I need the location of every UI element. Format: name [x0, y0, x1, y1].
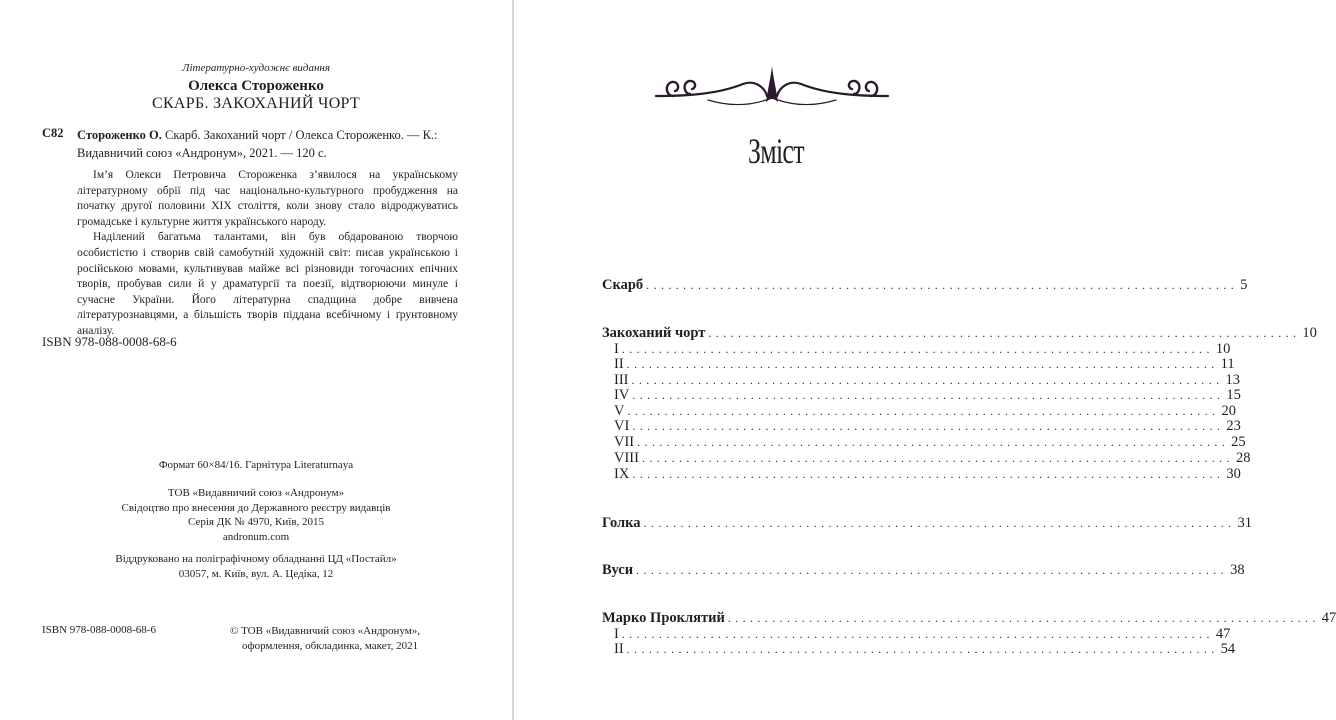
imprint-page: [0, 0, 512, 720]
toc-entry: [602, 387, 1241, 403]
toc-entry-label: III: [614, 372, 629, 388]
toc-leader-dots: ................................................................................: [632, 388, 1225, 402]
toc-entry-page: 54: [1220, 641, 1236, 657]
toc-entry: [602, 610, 1336, 626]
toc-entry-label: V: [614, 403, 625, 419]
toc-leader-dots: ................................................................................: [727, 611, 1320, 625]
isbn: ISBN 978-088-0008-68-6: [42, 334, 177, 349]
toc-entry-page: 47: [1321, 610, 1336, 626]
toc-entry: [602, 515, 1253, 531]
book-author: Олекса Стороженко: [188, 78, 324, 94]
toc-leader-dots: ................................................................................: [626, 357, 1219, 371]
toc-leader-dots: ................................................................................: [632, 467, 1225, 481]
toc-leader-dots: ................................................................................: [631, 373, 1224, 387]
toc-entry-label: I: [614, 341, 619, 357]
printer-block: [0, 552, 512, 581]
annotation: [77, 168, 458, 340]
toc-entry-page: 13: [1225, 372, 1240, 388]
toc-entry: [602, 341, 1231, 357]
genre-label: Літературно-художнє видання: [182, 62, 330, 74]
toc-leader-dots: ................................................................................: [643, 516, 1236, 530]
toc-entry-label: I: [614, 626, 619, 642]
toc-entry-page: 5: [1240, 277, 1248, 293]
printer-name: Віддруковано на поліграфічному обладнанні ЦД «Постайл»: [115, 553, 397, 565]
toc-entry: [602, 562, 1245, 578]
toc-entry-label: VI: [614, 418, 630, 434]
copyright-line: © ТОВ «Видавничий союз «Андронум»,: [230, 625, 421, 637]
toc-leader-dots: ................................................................................: [646, 278, 1239, 292]
publisher-series: Серія ДК № 4970, Київ, 2015: [187, 516, 325, 529]
toc-entry-label: Голка: [602, 515, 641, 531]
toc-leader-dots: ................................................................................: [621, 342, 1214, 356]
toc-entry: [602, 466, 1241, 482]
toc-entry-label: Закоханий чорт: [602, 325, 706, 341]
catalog-code: С82: [42, 126, 64, 140]
toc-entry-page: 28: [1235, 450, 1251, 466]
toc-entry-label: Марко Проклятий: [602, 610, 725, 626]
toc-entry: [602, 641, 1236, 657]
toc-entry-page: 25: [1231, 434, 1246, 450]
catalog-description: Скарб. Закоханий чорт / Олекса Стороженко. — К.: Видавничий союз «Андронум», 2021. — 120 с.: [77, 128, 438, 160]
toc-leader-dots: ................................................................................: [632, 419, 1225, 433]
toc-entry: [602, 434, 1246, 450]
copyright: [230, 624, 420, 653]
toc-entry: [602, 325, 1317, 341]
toc-entry-label: VIII: [614, 450, 639, 466]
toc-leader-dots: ................................................................................: [708, 326, 1301, 340]
toc-entry-label: II: [614, 356, 624, 372]
toc-leader-dots: ................................................................................: [637, 435, 1230, 449]
contents-heading: Зміст: [748, 131, 804, 171]
toc-entry-page: 20: [1221, 403, 1236, 419]
toc-entry-label: Вуси: [602, 562, 634, 578]
toc-entry: [602, 418, 1241, 434]
toc-entry-label: II: [614, 641, 624, 657]
publisher-name: ТОВ «Видавничий союз «Андронум»: [167, 487, 345, 499]
printer-address: 03057, м. Київ, вул. А. Цедіка, 12: [178, 567, 334, 580]
publisher-certificate: Свідоцтво про внесення до Державного реєстру видавців: [121, 501, 391, 514]
toc-entry: [602, 356, 1235, 372]
toc-leader-dots: ................................................................................: [641, 451, 1234, 465]
toc-entry-page: 10: [1215, 341, 1231, 357]
annotation-paragraph: Ім’я Олекси Петровича Стороженка з’явилося на українському літературному обрії під час національно-культурного пробудження на початку другої половини XIX століття, коли знову стало відроджуватись громадське і культурне життя українського народу.: [77, 169, 458, 228]
annotation-paragraph: Наділений багатьма талантами, він був обдарованою творчою особистістю і створив свій самобутній художній світ: писав українською і російською мовами, культивував майже всі різновиди тогочасних епічних творів, пробував сили й у драматургії та поезії, відтворюючи минуле і сучасне України. Його літературна спадщина добре вивчена літературознавцями, а більшість творів піддана всебічному і ґрунтовному аналізу.: [77, 231, 458, 337]
toc-entry-page: 15: [1226, 387, 1241, 403]
flourish-ornament-icon: [648, 62, 896, 114]
toc-entry-page: 23: [1226, 418, 1241, 434]
toc-entry: [602, 372, 1240, 388]
toc-entry-page: 47: [1215, 626, 1231, 642]
toc-entry: [602, 450, 1251, 466]
toc-leader-dots: ................................................................................: [627, 404, 1220, 418]
toc-entry-label: Скарб: [602, 277, 644, 293]
toc-entry-page: 31: [1237, 515, 1253, 531]
catalog-entry: [77, 126, 467, 162]
toc-entry-page: 30: [1226, 466, 1241, 482]
catalog-author: Стороженко О.: [77, 128, 162, 142]
toc-leader-dots: ................................................................................: [626, 642, 1219, 656]
toc-entry-page: 38: [1230, 562, 1245, 578]
book-title: СКАРБ. ЗАКОХАНИЙ ЧОРТ: [151, 95, 361, 112]
toc-entry: [602, 277, 1248, 293]
publisher-website: andronum.com: [222, 530, 290, 543]
toc-entry-page: 10: [1302, 325, 1317, 341]
toc-entry-page: 11: [1220, 356, 1235, 372]
toc-leader-dots: ................................................................................: [621, 627, 1214, 641]
format-line: Формат 60×84/16. Гарнітура Literaturnaya: [158, 459, 354, 471]
copyright-line: оформлення, обкладинка, макет, 2021: [242, 639, 419, 652]
toc-entry-label: IV: [614, 387, 630, 403]
isbn-bottom: ISBN 978-088-0008-68-6: [42, 624, 156, 636]
toc-entry-label: IX: [614, 466, 630, 482]
toc-entry: [602, 403, 1236, 419]
toc-entry-label: VII: [614, 434, 635, 450]
toc-leader-dots: ................................................................................: [636, 563, 1229, 577]
toc-entry: [602, 626, 1231, 642]
publisher-block: [0, 486, 512, 544]
